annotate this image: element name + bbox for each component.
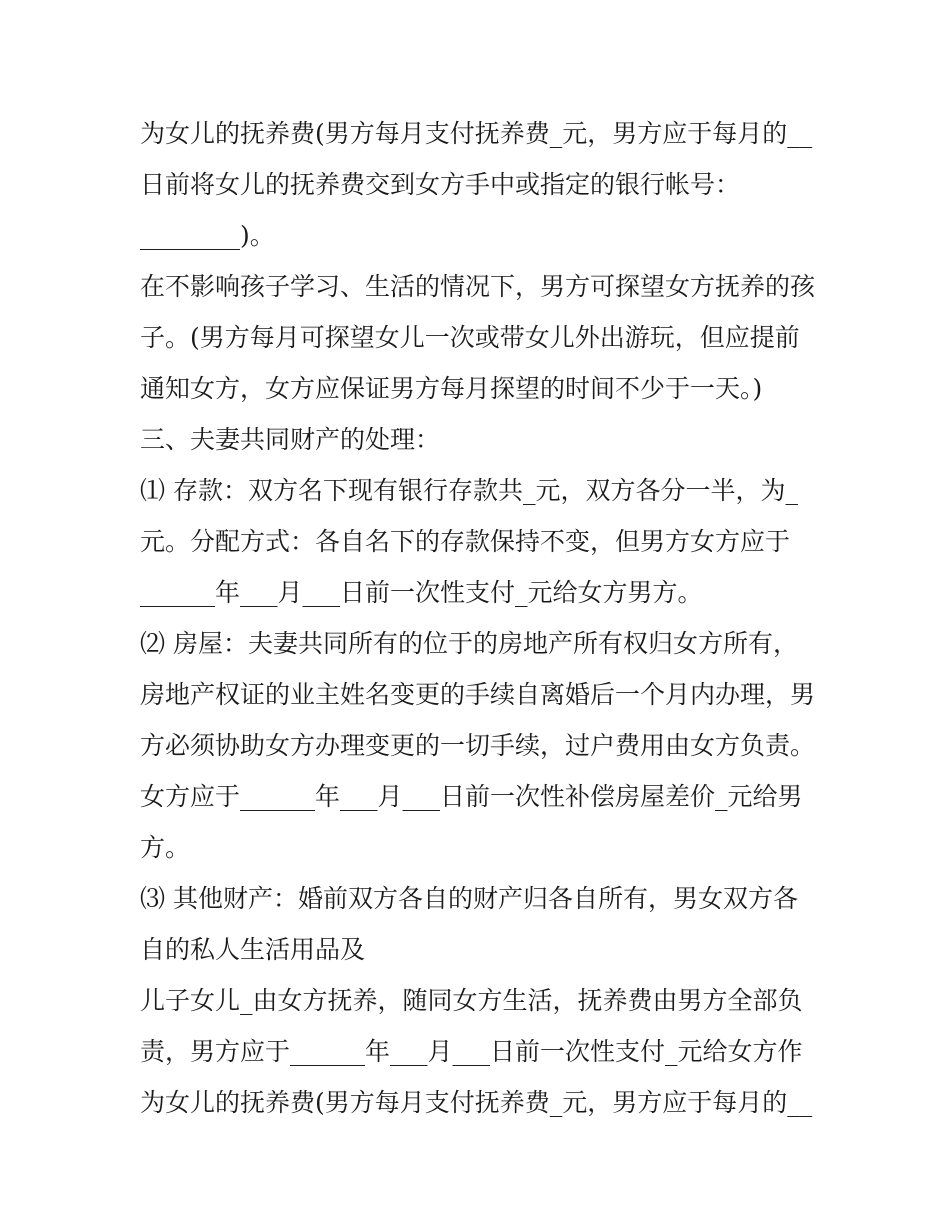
text-line: 元。分配方式：各自名下的存款保持不变，但男方女方应于 (140, 527, 791, 556)
text-line: 子。(男方每月可探望女儿一次或带女儿外出游玩，但应提前 (140, 323, 800, 352)
text-line: ⑶ 其他财产：婚前双方各自的财产归各自所有，男女双方各 (140, 884, 798, 913)
text-line: 自的私人生活用品及 (140, 935, 366, 964)
section-heading: 三、夫妻共同财产的处理： (140, 425, 441, 454)
text-line: 房地产权证的业主姓名变更的手续自离婚后一个月内办理，男 (140, 680, 816, 709)
text-line: 为女儿的抚养费(男方每月支付抚养费_元，男方应于每月的__ (140, 1088, 813, 1117)
text-line: ________)。 (140, 221, 275, 250)
text-line: 女方应于______年___月___日前一次性补偿房屋差价_元给男 (140, 782, 803, 811)
text-line: ⑵ 房屋：夫妻共同所有的位于的房地产所有权归女方所有， (140, 629, 798, 658)
text-line: ______年___月___日前一次性支付_元给女方男方。 (140, 578, 703, 607)
text-line: 通知女方，女方应保证男方每月探望的时间不少于一天。) (140, 374, 763, 403)
document-body (140, 108, 830, 1128)
text-line: 责，男方应于______年___月___日前一次性支付_元给女方作 (140, 1037, 803, 1066)
text-line: 日前将女儿的抚养费交到女方手中或指定的银行帐号： (140, 170, 741, 199)
text-line: 在不影响孩子学习、生活的情况下，男方可探望女方抚养的孩 (140, 272, 816, 301)
text-line: 方。 (140, 833, 191, 862)
text-line: ⑴ 存款：双方名下现有银行存款共_元，双方各分一半，为_ (140, 476, 798, 505)
text-line: 儿子女儿_由女方抚养，随同女方生活，抚养费由男方全部负 (140, 986, 803, 1015)
text-line: 方必须协助女方办理变更的一切手续，过户费用由女方负责。 (140, 731, 816, 760)
text-line: 为女儿的抚养费(男方每月支付抚养费_元，男方应于每月的__ (140, 119, 813, 148)
